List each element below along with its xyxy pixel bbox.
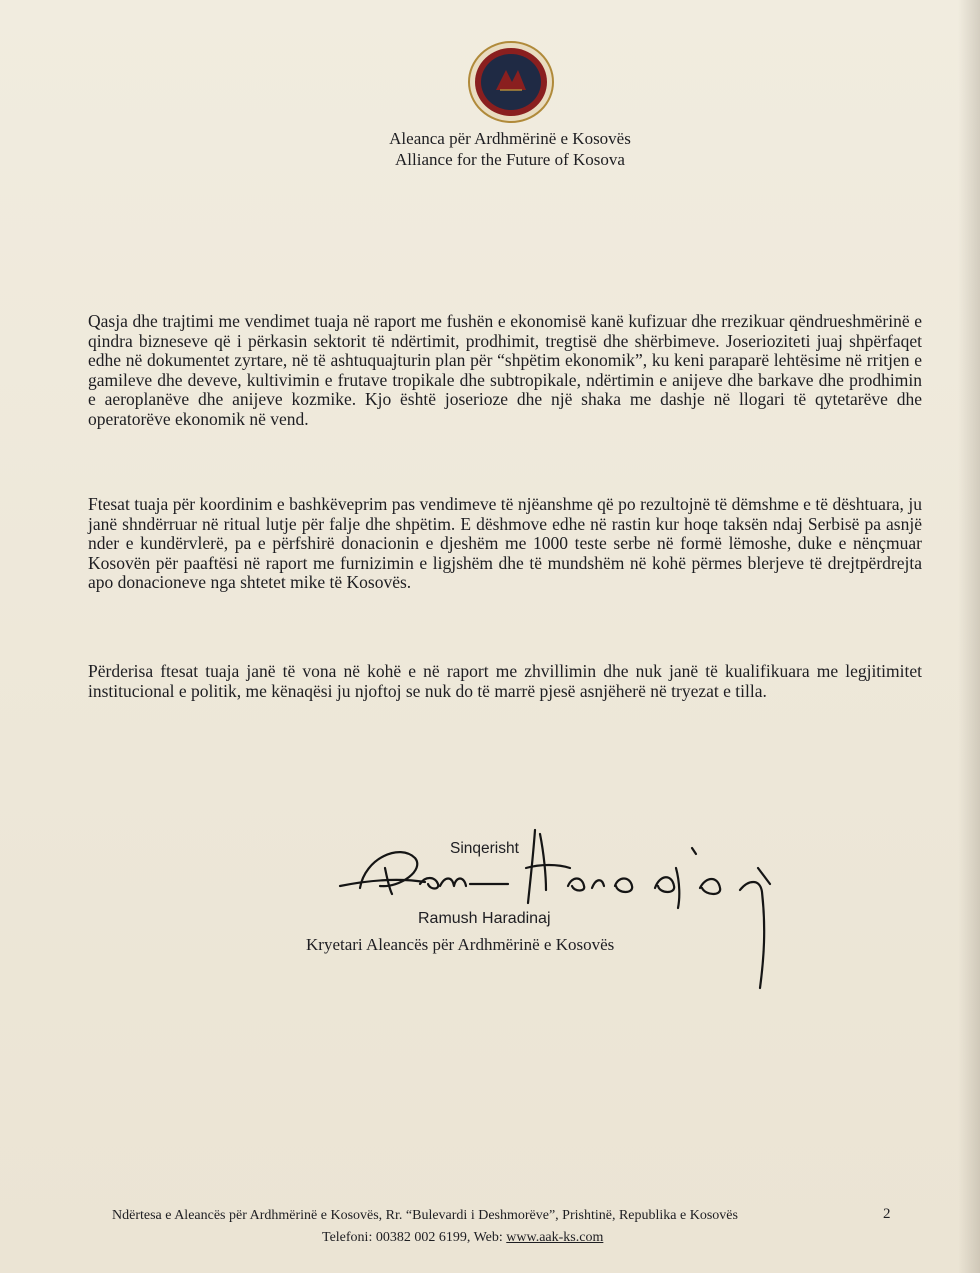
closing-salutation: Sinqerisht [450, 840, 519, 857]
footer-phone: Telefoni: 00382 002 6199, Web: [322, 1230, 507, 1245]
org-name-english: Alliance for the Future of Kosova [395, 150, 625, 169]
paragraph-2: Ftesat tuaja për koordinim e bashkëveprim pas vendimeve të njëanshme që po rezultojnë të dëmshme e të dështuara, ju janë shndërruar në ritual lutje për falje dhe shpëtim. E dëshmove edhe në rastin kur hoqe taksën ndaj Serbisë pa asnjë nder e kundërvlerë, pa e përfshirë donacionin e djeshëm me 1000 teste serbe në formë lëmoshe, duke e nënçmuar Kosovën për paaftësi në raport me furnizimin e ligjshëm dhe të mundshëm në kohë përmes blerjeve të drejtpërdrejta apo donacioneve nga shtetet mike të Kosovës. [88, 494, 922, 592]
organization-name [300, 128, 720, 170]
footer-address: Ndërtesa e Aleancës për Ardhmërinë e Kosovës, Rr. “Bulevardi i Deshmorëve”, Prishtinë, Republika e Kosovës [112, 1208, 738, 1223]
paragraph-3: Përderisa ftesat tuaja janë të vona në kohë e në raport me zhvillimin dhe nuk janë të kualifikuara me legjitimitet institucional e politik, me kënaqësi ju njoftoj se nuk do të marrë pjesë asnjëherë në tryezat e tilla. [88, 661, 922, 701]
aak-emblem-icon [466, 40, 556, 124]
footer-web-link[interactable]: www.aak-ks.com [506, 1230, 604, 1245]
footer-contact [322, 1230, 603, 1246]
paragraph-1: Qasja dhe trajtimi me vendimet tuaja në raport me fushën e ekonomisë kanë kufizuar dhe rrezikuar qëndrueshmërinë e qindra bizneseve që i përkasin sektorit të ndërtimit, prodhimit, tregtisë dhe shërbimeve. Joserioziteti juaj shpërfaqet edhe në dokumentet zyrtare, në të ashtuquajturin plan për “shpëtim ekonomik”, ku keni paraparë lehtësime në rritjen e gamileve dhe deveve, kultivimin e frutave tropikale dhe subtropikale, ndërtimin e anijeve dhe barkave dhe prodhimin e aeroplanëve dhe anijeve kozmike. Kjo është joserioze dhe një shaka me dashje në llogari të qytetarëve dhe operatorëve ekonomik në vend. [88, 311, 922, 429]
signer-name: Ramush Haradinaj [418, 910, 551, 927]
page-number: 2 [883, 1206, 891, 1222]
handwritten-signature-icon [330, 828, 790, 998]
page-edge-shadow [958, 0, 980, 1273]
org-name-albanian: Aleanca për Ardhmërinë e Kosovës [389, 129, 631, 148]
signer-title: Kryetari Aleancës për Ardhmërinë e Kosovës [306, 935, 615, 954]
